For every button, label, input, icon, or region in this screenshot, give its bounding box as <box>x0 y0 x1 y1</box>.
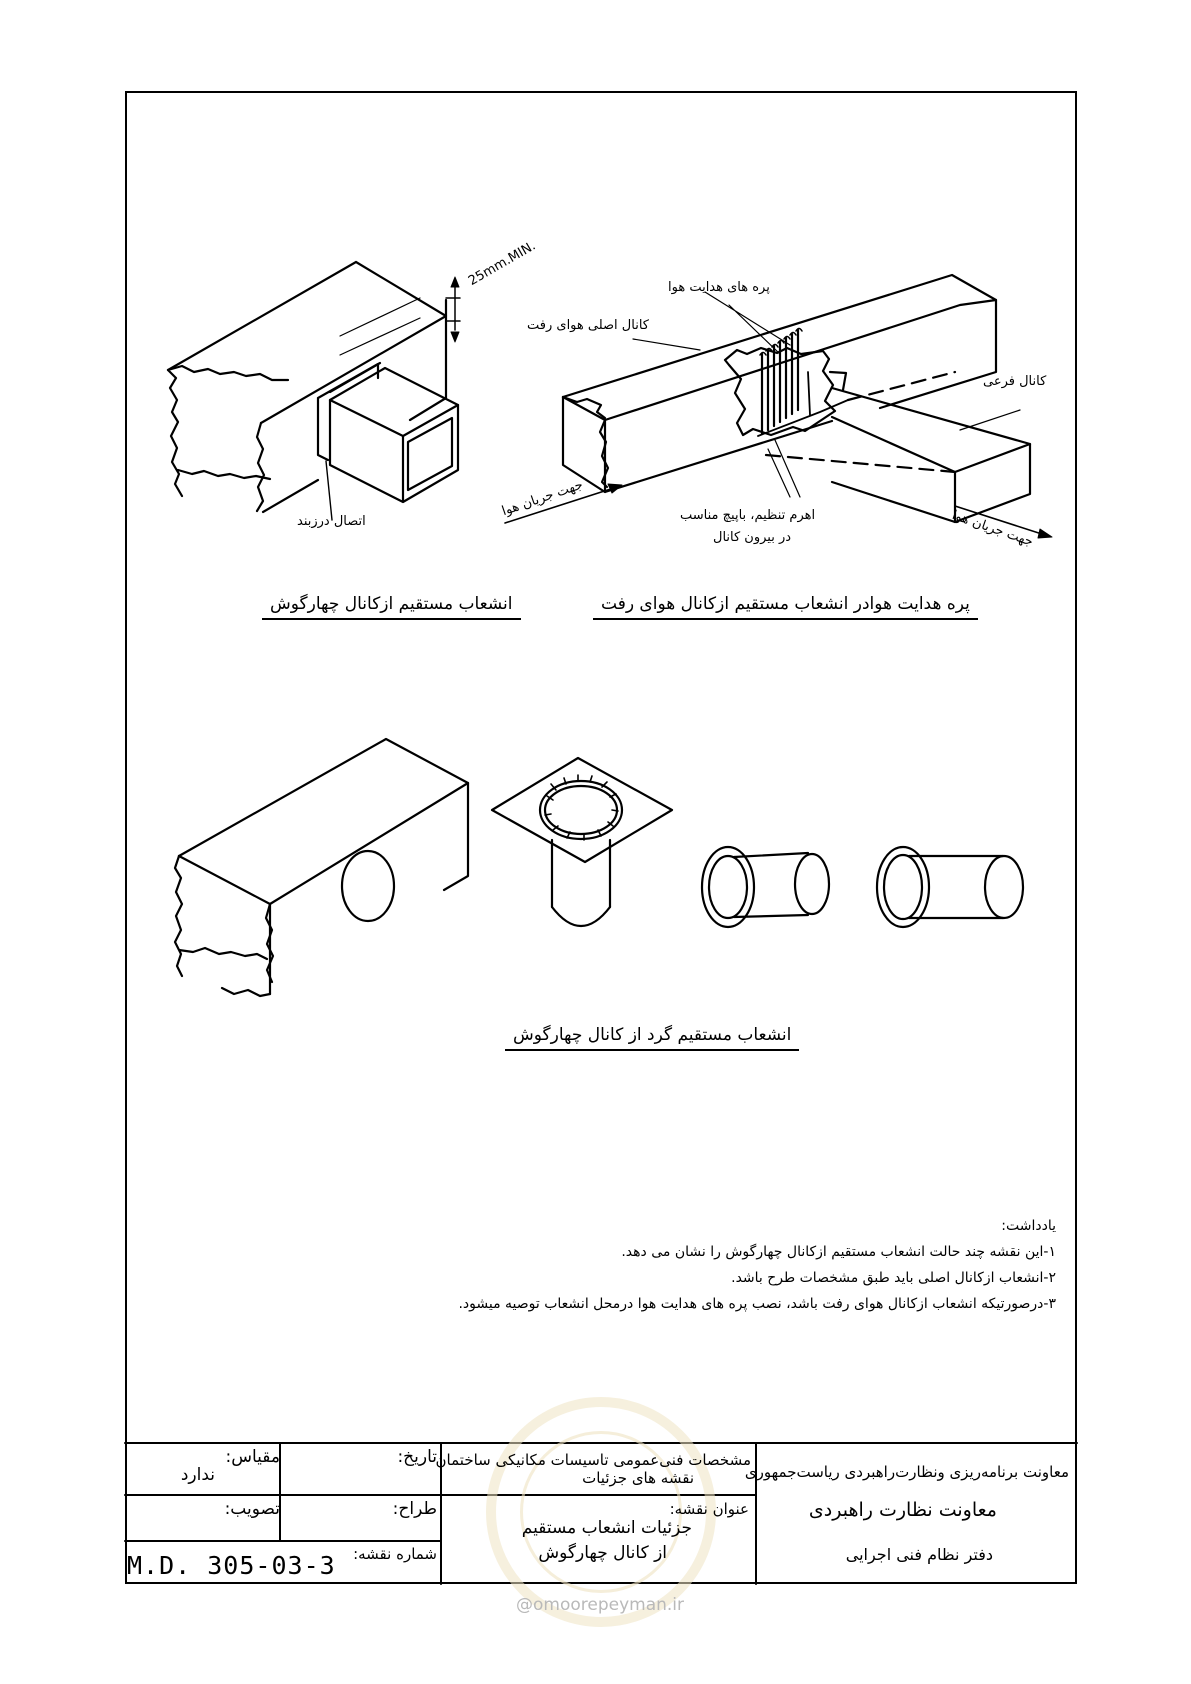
designer-label: طراح: <box>392 1499 437 1519</box>
org-line-1: معاونت برنامه‌ریزی ونظارت‌راهبردی ریاست‌جمهوری <box>744 1463 1069 1481</box>
notes-heading: یادداشت: <box>1001 1218 1056 1234</box>
org-line-2: معاونت نظارت راهبردی <box>808 1499 997 1521</box>
diagram-rect-branch <box>168 262 460 520</box>
airflow-in-label: جهت جریان هوا <box>500 477 585 520</box>
notes-section <box>458 1213 1056 1317</box>
note-item: ۱-این نقشه چند حالت انشعاب مستقیم ازکانال چهارگوش را نشان می دهد. <box>621 1244 1056 1260</box>
branch-duct-label: کانال فرعی <box>983 374 1047 389</box>
joint-label: اتصال درزبند <box>297 514 366 529</box>
lever-label-line2: در بیرون کانال <box>713 530 792 545</box>
diagram1-title: انشعاب مستقیم ازکانال چهارگوش <box>262 594 521 620</box>
vanes-label: پره های هدایت هوا <box>668 280 770 295</box>
scale-value: ندارد <box>180 1465 215 1485</box>
dimension-label: 25mm.MIN. <box>466 238 539 289</box>
airflow-out-label: جهت جریان هوا <box>950 508 1035 550</box>
title-block <box>125 1443 1077 1584</box>
lever-label-line1: اهرم تنظیم، باپیچ مناسب <box>680 508 816 523</box>
scale-label: مقیاس: <box>225 1447 280 1467</box>
date-label: تاریخ: <box>397 1447 437 1467</box>
spec-line-1: مشخصات فنی‌عمومی تاسیسات مکانیکی ساختمان <box>435 1451 751 1469</box>
main-duct-label: کانال اصلی هوای رفت <box>527 318 649 333</box>
watermark-text: @omoorepeyman.ir <box>515 1595 685 1615</box>
drawing-title-line-2: از کانال چهارگوش <box>538 1543 667 1563</box>
drawing-title-label: عنوان نقشه: <box>669 1500 749 1518</box>
diagram-round-branch <box>175 739 1023 996</box>
org-line-3: دفتر نظام فنی اجرایی <box>845 1545 993 1564</box>
drawing-number: M.D. 305-03-3 <box>127 1551 336 1580</box>
note-item: ۲-انشعاب ازکانال اصلی باید طبق مشخصات طرح باشد. <box>731 1270 1056 1286</box>
diagram3-title: انشعاب مستقیم گرد از کانال چهارگوش <box>505 1025 799 1051</box>
note-item: ۳-درصورتیکه انشعاب ازکانال هوای رفت باشد، نصب پره های هدایت هوا درمحل انشعاب توصیه میشود. <box>458 1296 1056 1312</box>
approval-label: تصویب: <box>224 1499 280 1519</box>
drawing-number-label: شماره نقشه: <box>353 1545 437 1563</box>
diagram2-title: پره هدایت هوادر انشعاب مستقیم ازکانال هوای رفت <box>593 594 978 620</box>
diagram-air-vanes <box>505 275 1052 538</box>
spec-line-2: نقشه های جزئیات <box>582 1469 694 1487</box>
drawing-title-line-1: جزئیات انشعاب مستقیم <box>521 1518 692 1538</box>
